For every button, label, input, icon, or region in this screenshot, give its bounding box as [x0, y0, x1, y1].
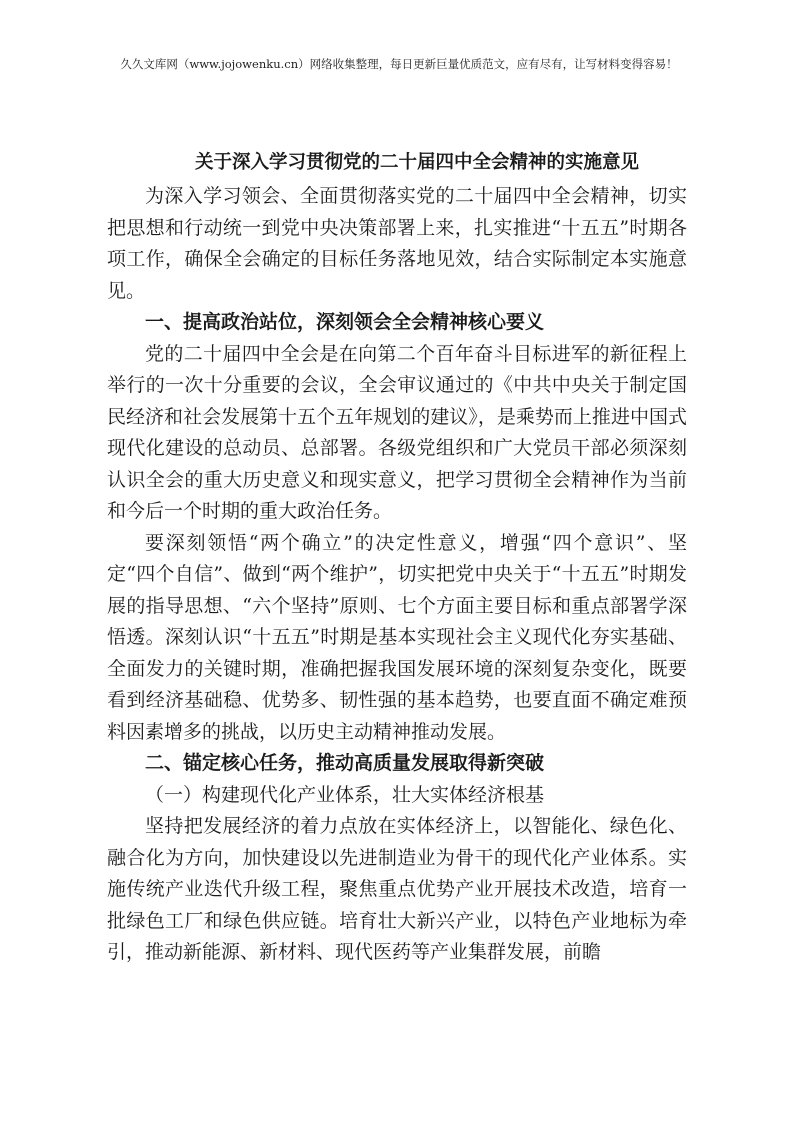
intro-paragraph: 为深入学习领会、全面贯彻落实党的二十届四中全会精神，切实把思想和行动统一到党中央决策部署上来，扎实推进“十五五”时期各项工作，确保全会确定的目标任务落地见效，结合实际制定本实施意见。: [107, 185, 687, 302]
document-body: [107, 150, 687, 969]
section-2-subheading: （一）构建现代化产业体系，壮大实体经济根基: [145, 783, 545, 806]
document-title: 关于深入学习贯彻党的二十届四中全会精神的实施意见: [194, 152, 639, 173]
section-2-heading: 二、锚定核心任务，推动高质量发展取得新突破: [145, 752, 545, 774]
header-source-line: 久久文库网（www.jojowenku.cn）网络收集整理，每日更新巨量优质范文，应有尽有，让写材料变得容易！: [120, 57, 678, 71]
section-1-paragraph-1: 党的二十届四中全会是在向第二个百年奋斗目标进军的新征程上举行的一次十分重要的会议，全会审议通过的《中共中央关于制定国民经济和社会发展第十五个五年规划的建议》，是乘势而上推进中国式现代化建设的总动员、总部署。各级党组织和广大党员干部必须深刻认识全会的重大历史意义和现实意义，把学习贯彻全会精神作为当前和今后一个时期的重大政治任务。: [107, 342, 687, 522]
section-1-heading: 一、提高政治站位，深刻领会全会精神核心要义: [145, 311, 545, 333]
section-2-paragraph-1: 坚持把发展经济的着力点放在实体经济上，以智能化、绿色化、融合化为方向，加快建设以先进制造业为骨干的现代化产业体系。实施传统产业迭代升级工程，聚焦重点优势产业开展技术改造，培育一批绿色工厂和绿色供应链。培育壮大新兴产业，以特色产业地标为牵引，推动新能源、新材料、现代医药等产业集群发展，前瞻: [107, 815, 687, 963]
page-header: [96, 54, 702, 75]
section-1-paragraph-2: 要深刻领悟“两个确立”的决定性意义，增强“四个意识”、坚定“四个自信”、做到“两个维护”，切实把党中央关于“十五五”时期发展的指导思想、“六个坚持”原则、七个方面主要目标和重点部署学深悟透。深刻认识“十五五”时期是基本实现社会主义现代化夯实基础、全面发力的关键时期，准确把握我国发展环境的深刻复杂变化，既要看到经济基础稳、优势多、韧性强的基本趋势，也要直面不确定难预料因素增多的挑战，以历史主动精神推动发展。: [107, 531, 687, 743]
